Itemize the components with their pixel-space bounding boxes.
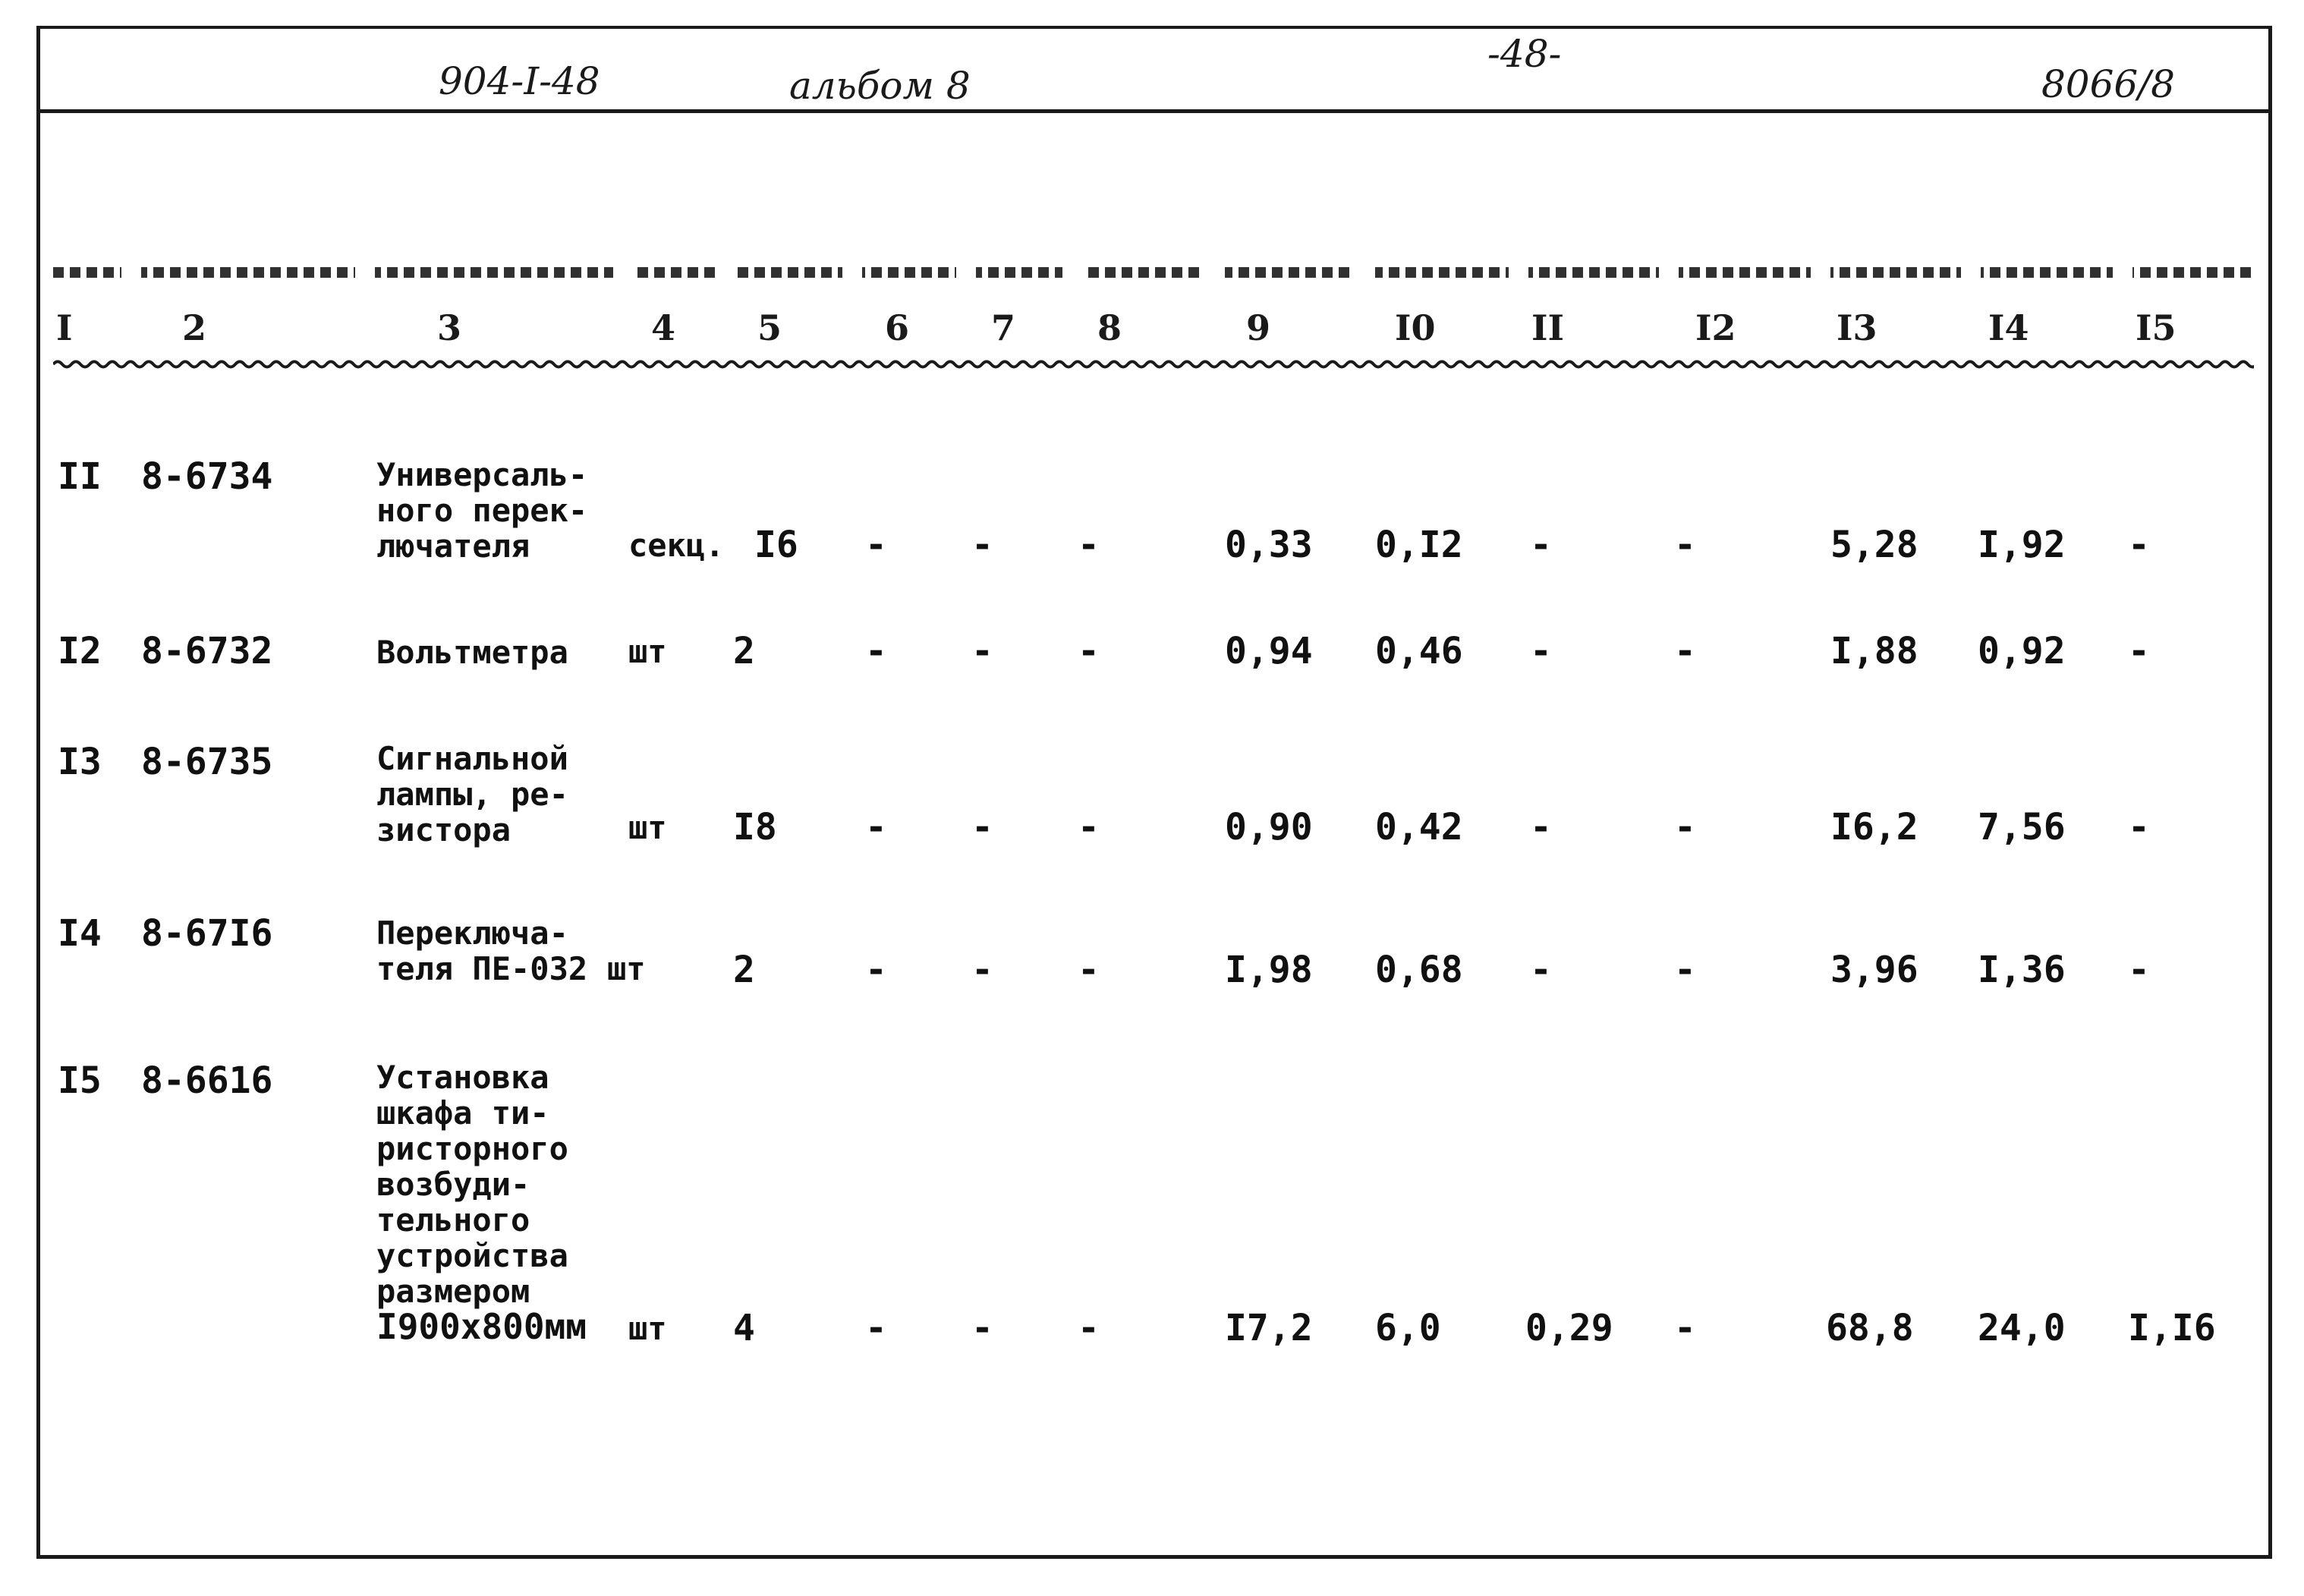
col-13: I6,2 [1830, 806, 1918, 848]
unit: секц. [628, 527, 725, 564]
quantity: I6 [754, 524, 798, 566]
col-7: - [971, 524, 993, 566]
item-name: Установка шкафа ти- ристорного возбуди- тельного устройства размером I900x800мм [376, 1059, 587, 1347]
col-11: - [1530, 806, 1552, 848]
col-8: - [1078, 806, 1100, 848]
column-number: I3 [1837, 307, 1878, 348]
col-8: - [1078, 630, 1100, 672]
col-8: - [1078, 949, 1100, 991]
quantity: 2 [733, 949, 755, 991]
dash-gap [718, 266, 738, 279]
col-10: 0,46 [1375, 630, 1463, 672]
doc-code: 904-I-48 [439, 59, 600, 103]
quantity: I8 [733, 806, 777, 848]
col-9: I7,2 [1225, 1307, 1313, 1349]
column-number: I5 [2136, 307, 2177, 348]
wavy-rule [53, 357, 2254, 372]
page-frame [36, 26, 2272, 1559]
header-divider [36, 109, 2272, 113]
col-13: 5,28 [1830, 524, 1918, 566]
column-number: I4 [1988, 307, 2029, 348]
column-number: I [56, 307, 73, 348]
col-14: 24,0 [1978, 1307, 2066, 1349]
price-code: 8-67I6 [141, 912, 273, 955]
col-7: - [971, 949, 993, 991]
column-number: 9 [1246, 307, 1271, 348]
column-number: 5 [757, 307, 782, 348]
dash-gap [956, 266, 976, 279]
col-10: 0,68 [1375, 949, 1463, 991]
col-10: 0,42 [1375, 806, 1463, 848]
col-6: - [865, 806, 887, 848]
column-number: 7 [991, 307, 1016, 348]
col-9: I,98 [1225, 949, 1313, 991]
col-14: 0,92 [1978, 630, 2066, 672]
dash-gap [1659, 266, 1679, 279]
col-13: I,88 [1830, 630, 1918, 672]
col-12: - [1674, 949, 1696, 991]
page-number: -48- [1487, 32, 1562, 76]
col-6: - [865, 630, 887, 672]
col-10: 0,I2 [1375, 524, 1463, 566]
col-13: 68,8 [1826, 1307, 1914, 1349]
unit: шт [628, 1310, 667, 1347]
dash-gap [1811, 266, 1830, 279]
col-6: - [865, 949, 887, 991]
row-number: II [58, 455, 102, 498]
item-name: Вольтметра [376, 634, 568, 671]
price-code: 8-6616 [141, 1059, 273, 1102]
col-15: - [2128, 949, 2150, 991]
col-11: - [1530, 949, 1552, 991]
dash-gap [1355, 266, 1375, 279]
col-9: 0,94 [1225, 630, 1313, 672]
dash-gap [121, 266, 141, 279]
col-11: 0,29 [1525, 1307, 1613, 1349]
unit: шт [628, 633, 667, 670]
dash-gap [842, 266, 862, 279]
dash-gap [613, 266, 633, 279]
dash-gap [2113, 266, 2132, 279]
col-9: 0,90 [1225, 806, 1313, 848]
item-name: Сигнальной лампы, ре- зистора [376, 740, 568, 848]
column-number: 3 [437, 307, 462, 348]
col-12: - [1674, 806, 1696, 848]
album-label: альбом 8 [789, 64, 971, 108]
col-6: - [865, 1307, 887, 1349]
quantity: 2 [733, 630, 755, 672]
column-number: 2 [182, 307, 207, 348]
col-11: - [1530, 630, 1552, 672]
unit: шт [628, 809, 667, 846]
row-number: I2 [58, 630, 102, 672]
column-number: 6 [885, 307, 910, 348]
col-15: - [2128, 630, 2150, 672]
item-name: Переключа- теля ПЕ-032 [376, 914, 588, 987]
column-number: II [1531, 307, 1565, 348]
dash-gap [1062, 266, 1082, 279]
col-9: 0,33 [1225, 524, 1313, 566]
col-7: - [971, 630, 993, 672]
dash-gap [1509, 266, 1528, 279]
column-number: I0 [1395, 307, 1436, 348]
unit: шт [607, 950, 646, 987]
col-14: I,36 [1978, 949, 2066, 991]
col-6: - [865, 524, 887, 566]
sheet-code: 8066/8 [2041, 62, 2175, 106]
row-number: I3 [58, 741, 102, 783]
col-8: - [1078, 1307, 1100, 1349]
col-15: - [2128, 806, 2150, 848]
column-number: 8 [1097, 307, 1122, 348]
dash-gap [355, 266, 375, 279]
column-number: I2 [1695, 307, 1736, 348]
quantity: 4 [733, 1307, 755, 1349]
item-name: Универсаль- ного перек- лючателя [376, 456, 588, 565]
col-12: - [1674, 524, 1696, 566]
column-number: 4 [651, 307, 676, 348]
col-12: - [1674, 1307, 1696, 1349]
col-14: 7,56 [1978, 806, 2066, 848]
price-code: 8-6732 [141, 630, 273, 672]
col-7: - [971, 1307, 993, 1349]
dash-gap [1205, 266, 1225, 279]
price-code: 8-6734 [141, 455, 273, 498]
row-number: I5 [58, 1059, 102, 1102]
col-11: - [1530, 524, 1552, 566]
col-7: - [971, 806, 993, 848]
col-15: I,I6 [2128, 1307, 2216, 1349]
col-13: 3,96 [1830, 949, 1918, 991]
dashed-separator [53, 267, 2254, 278]
row-number: I4 [58, 912, 102, 955]
price-code: 8-6735 [141, 741, 273, 783]
dash-gap [1961, 266, 1981, 279]
col-15: - [2128, 524, 2150, 566]
col-10: 6,0 [1375, 1307, 1441, 1349]
col-12: - [1674, 630, 1696, 672]
col-8: - [1078, 524, 1100, 566]
col-14: I,92 [1978, 524, 2066, 566]
